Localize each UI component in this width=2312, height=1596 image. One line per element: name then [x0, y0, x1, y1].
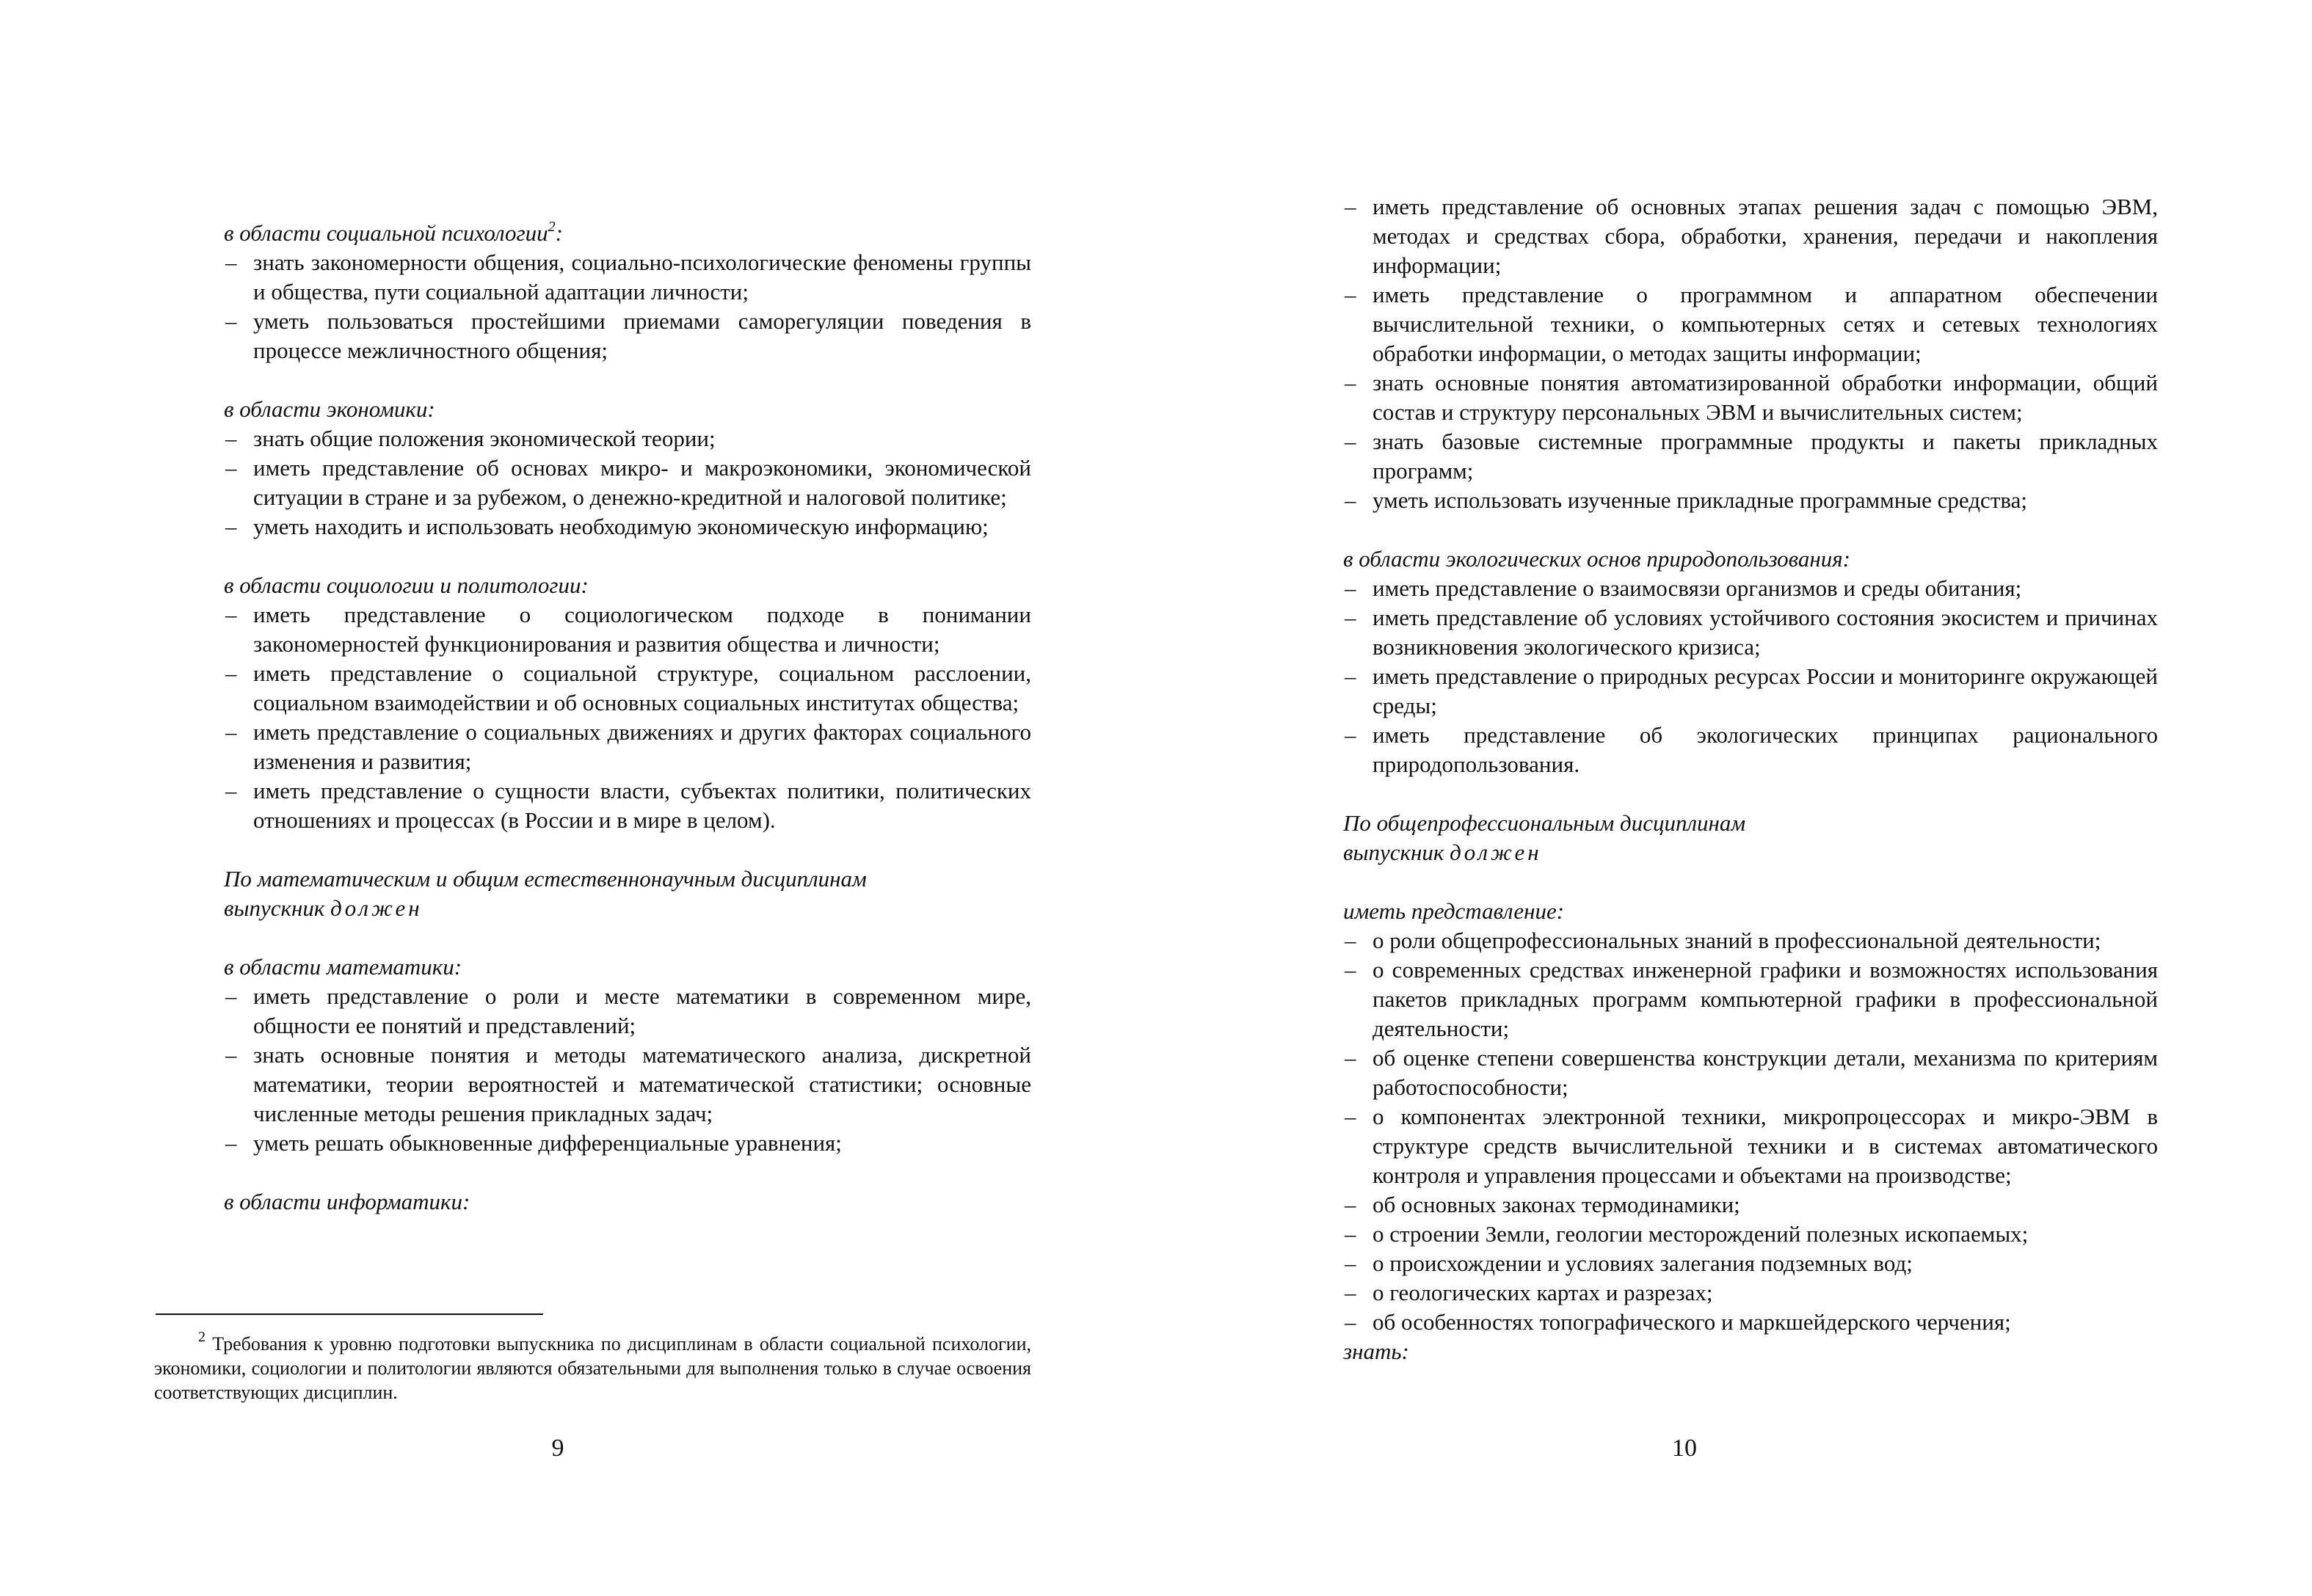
page-number: 9	[551, 1435, 564, 1462]
list-item: – уметь использовать изученные прикладные программные средства;	[1343, 486, 2158, 515]
list-item: – о современных средствах инженерной графики и возможностях использования пакетов прикладных программ компьютерной графики в профессиональной деятельности;	[1343, 955, 2158, 1043]
list-item: – знать закономерности общения, социально-психологические феномены группы и общества, пути социальной адаптации личности;	[224, 248, 1031, 307]
group-heading-emphasis: должен	[1450, 839, 1542, 865]
list-ecology	[1343, 574, 2158, 779]
list-social-psychology	[224, 248, 1031, 365]
list-item: – иметь представление о роли и месте математики в современном мире, общности ее понятий и представлений;	[224, 982, 1031, 1041]
list-item: – иметь представление об основных этапах решения задач с помощью ЭВМ, методах и средствах сбора, обработки, хранения, передачи и накопления информации;	[1343, 192, 2158, 280]
heading-colon: :	[555, 220, 563, 246]
group-heading-general-professional	[1343, 809, 2158, 867]
section-heading-know: знать:	[1343, 1338, 1409, 1364]
group-heading-math-science	[224, 864, 1031, 923]
right-page	[1156, 0, 2312, 1596]
group-heading-line1: По математическим и общим естественнонаучным дисциплинам	[224, 866, 867, 892]
list-item: – иметь представление о социальной структуре, социальном расслоении, социальном взаимодействии и об основных социальных институтах общества;	[224, 659, 1031, 718]
footnote-body: Требования к уровню подготовки выпускника по дисциплинам в области социальной психологии, экономики, социологии и политологии являются обязательными для выполнения только в случае освоения соответствующих дисциплин.	[154, 1333, 1031, 1403]
list-item: – о строении Земли, геологии месторождений полезных ископаемых;	[1343, 1220, 2158, 1249]
list-mathematics	[224, 982, 1031, 1158]
list-sociology	[224, 600, 1031, 835]
list-item: – знать общие положения экономической теории;	[224, 424, 1031, 453]
list-item: – о геологических картах и разрезах;	[1343, 1278, 2158, 1308]
list-item: – иметь представление о социологическом подходе в понимании закономерностей функционирования и развития общества и личности;	[224, 600, 1031, 659]
section-heading-informatics: в области информатики:	[224, 1189, 470, 1214]
list-item: – уметь решать обыкновенные дифференциальные уравнения;	[224, 1129, 1031, 1158]
list-item: – иметь представление об основах микро- и макроэкономики, экономической ситуации в стране и за рубежом, о денежно-кредитной и налоговой политике;	[224, 453, 1031, 512]
page-number: 10	[1672, 1435, 1697, 1462]
section-heading-social-psychology	[224, 219, 1031, 248]
section-heading-sociology: в области социологии и политологии:	[224, 572, 589, 598]
list-representation	[1343, 926, 2158, 1337]
list-item: – иметь представление об условиях устойчивого состояния экосистем и причинах возникновения экологического кризиса;	[1343, 603, 2158, 662]
footnote-divider	[156, 1313, 543, 1315]
list-item: – знать основные понятия и методы математического анализа, дискретной математики, теории вероятностей и математической статистики; основные численные методы решения прикладных задач;	[224, 1041, 1031, 1129]
list-item: – иметь представление о социальных движениях и других факторах социального изменения и развития;	[224, 718, 1031, 776]
list-informatics	[1343, 192, 2158, 515]
footnote-text	[154, 1329, 1031, 1404]
list-item: – иметь представление о взаимосвязи организмов и среды обитания;	[1343, 574, 2158, 603]
footnote	[154, 1329, 1031, 1404]
list-item: – иметь представление об экологических принципах рационального природопользования.	[1343, 721, 2158, 779]
list-economics	[224, 424, 1031, 542]
list-item: – иметь представление о природных ресурсах России и мониторинге окружающей среды;	[1343, 662, 2158, 721]
group-heading-emphasis: должен	[330, 895, 423, 921]
group-heading-line2: выпускник	[224, 895, 331, 921]
list-item: – знать основные понятия автоматизированной обработки информации, общий состав и структуру персональных ЭВМ и вычислительных систем;	[1343, 368, 2158, 427]
footnote-reference[interactable]: 2	[548, 218, 556, 235]
list-item: – уметь находить и использовать необходимую экономическую информацию;	[224, 512, 1031, 542]
section-heading-economics: в области экономики:	[224, 396, 435, 422]
group-heading-line2: выпускник	[1343, 839, 1450, 865]
list-item: – о роли общепрофессиональных знаний в профессиональной деятельности;	[1343, 926, 2158, 955]
list-item: – о происхождении и условиях залегания подземных вод;	[1343, 1249, 2158, 1278]
list-item: – уметь пользоваться простейшими приемами саморегуляции поведения в процессе межличностного общения;	[224, 307, 1031, 365]
right-page-body	[1343, 192, 2158, 1366]
section-heading-representation: иметь представление:	[1343, 898, 1565, 924]
group-heading-line1: По общепрофессиональным дисциплинам	[1343, 810, 1746, 836]
list-item: – об основных законах термодинамики;	[1343, 1190, 2158, 1220]
section-heading-ecology: в области экологических основ природопользования:	[1343, 546, 1851, 572]
list-item: – об оценке степени совершенства конструкции детали, механизма по критериям работоспособности;	[1343, 1043, 2158, 1102]
list-item: – иметь представление о программном и аппаратном обеспечении вычислительной техники, о компьютерных сетях и сетевых технологиях обработки информации, о методах защиты информации;	[1343, 280, 2158, 368]
section-heading-mathematics: в области математики:	[224, 954, 462, 980]
heading-text: в области социальной психологии	[224, 220, 548, 246]
list-item: – иметь представление о сущности власти, субъектах политики, политических отношениях и процессах (в России и в мире в целом).	[224, 776, 1031, 835]
list-item: – об особенностях топографического и маркшейдерского черчения;	[1343, 1308, 2158, 1337]
left-page-body	[224, 219, 1031, 1217]
list-item: – знать базовые системные программные продукты и пакеты прикладных программ;	[1343, 427, 2158, 486]
list-item: – о компонентах электронной техники, микропроцессорах и микро-ЭВМ в структуре средств вычислительной техники и в системах автоматического контроля и управления процессами и объектами на производстве;	[1343, 1102, 2158, 1190]
footnote-mark: 2	[198, 1329, 206, 1346]
